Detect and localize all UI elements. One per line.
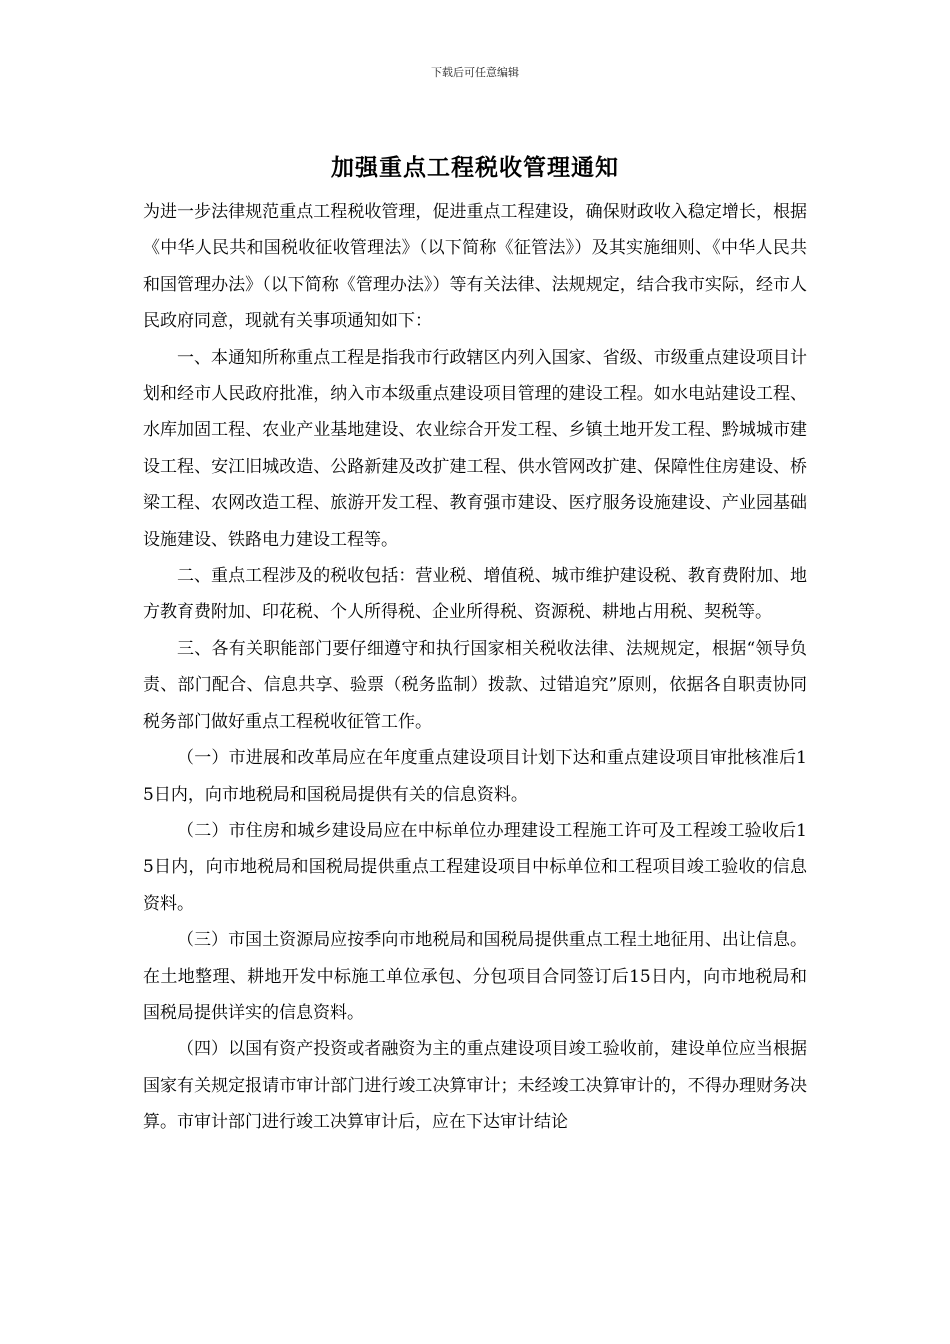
- item-3-paragraph: （三）市国土资源局应按季向市地税局和国税局提供重点工程土地征用、出让信息。在土地整理、耕地开发中标施工单位承包、分包项目合同签订后15日内，向市地税局和国税局提供详实的信息资料。: [143, 930, 807, 1023]
- document-title: 加强重点工程税收管理通知: [331, 155, 619, 181]
- document-body: [143, 194, 807, 1141]
- header-note: 下载后可任意编辑: [431, 66, 519, 79]
- section-2-paragraph: 二、重点工程涉及的税收包括：营业税、增值税、城市维护建设税、教育费附加、地方教育费附加、印花税、个人所得税、企业所得税、资源税、耕地占用税、契税等。: [143, 566, 807, 623]
- intro-paragraph: 为进一步法律规范重点工程税收管理，促进重点工程建设，确保财政收入稳定增长，根据《中华人民共和国税收征收管理法》（以下简称《征管法》）及其实施细则、《中华人民共和国管理办法》（以下简称《管理办法》）等有关法律、法规规定，结合我市实际，经市人民政府同意，现就有关事项通知如下：: [143, 202, 807, 332]
- item-2-paragraph: （二）市住房和城乡建设局应在中标单位办理建设工程施工许可及工程竣工验收后15日内，向市地税局和国税局提供重点工程建设项目中标单位和工程项目竣工验收的信息资料。: [143, 820, 807, 914]
- section-1-paragraph: 一、本通知所称重点工程是指我市行政辖区内列入国家、省级、市级重点建设项目计划和经市人民政府批准，纳入市本级重点建设项目管理的建设工程。如水电站建设工程、水库加固工程、农业产业基地建设、农业综合开发工程、乡镇土地开发工程、黔城城市建设工程、安江旧城改造、公路新建及改扩建工程、供水管网改扩建、保障性住房建设、桥梁工程、农网改造工程、旅游开发工程、教育强市建设、医疗服务设施建设、产业园基础设施建设、铁路电力建设工程等。: [143, 347, 807, 550]
- item-1-paragraph: （一）市进展和改革局应在年度重点建设项目计划下达和重点建设项目审批核准后15日内，向市地税局和国税局提供有关的信息资料。: [143, 748, 807, 805]
- item-4-paragraph: （四）以国有资产投资或者融资为主的重点建设项目竣工验收前，建设单位应当根据国家有关规定报请市审计部门进行竣工决算审计；未经竣工决算审计的，不得办理财务决算。市审计部门进行竣工决算审计后，应在下达审计结论: [143, 1039, 807, 1133]
- section-3-paragraph: 三、各有关职能部门要仔细遵守和执行国家相关税收法律、法规规定，根据“领导负责、部门配合、信息共享、验票（税务监制）拨款、过错追究”原则，依据各自职责协同税务部门做好重点工程税收征管工作。: [143, 638, 807, 732]
